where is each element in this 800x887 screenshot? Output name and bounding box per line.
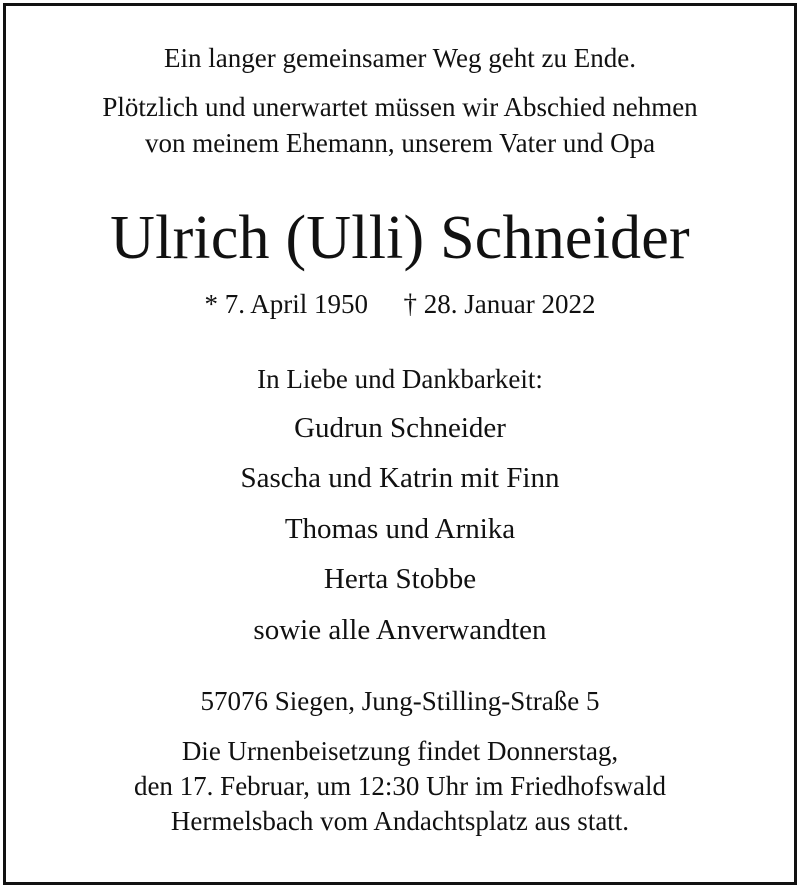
intro-line-3: von meinem Ehemann, unserem Vater und Opa: [144, 128, 656, 158]
birth-date: * 7. April 1950: [204, 289, 369, 319]
mourner-name: Gudrun Schneider: [294, 412, 506, 444]
dagger-icon: †: [403, 289, 418, 319]
death-date: 28. Januar 2022: [423, 289, 596, 319]
mourner-name: Sascha und Katrin mit Finn: [240, 462, 560, 494]
ceremony-line-3: Hermelsbach vom Andachtsplatz aus statt.: [170, 806, 630, 836]
deceased-name: Ulrich (Ulli) Schneider: [110, 204, 690, 272]
mourner-name: Thomas und Arnika: [284, 513, 516, 545]
intro-line-2: Plötzlich und unerwartet müssen wir Abschied nehmen: [102, 92, 698, 122]
ceremony-line-1: Die Urnenbeisetzung findet Donnerstag,: [181, 736, 619, 766]
ceremony-line-2: den 17. Februar, um 12:30 Uhr im Friedhofswald: [133, 771, 667, 801]
mourner-name: sowie alle Anverwandten: [253, 614, 547, 646]
mourner-name: Herta Stobbe: [323, 563, 477, 595]
mourners-heading: In Liebe und Dankbarkeit:: [257, 364, 543, 394]
address: 57076 Siegen, Jung-Stilling-Straße 5: [200, 686, 600, 716]
intro-line-1: Ein langer gemeinsamer Weg geht zu Ende.: [164, 43, 636, 73]
life-dates: [0, 291, 800, 318]
